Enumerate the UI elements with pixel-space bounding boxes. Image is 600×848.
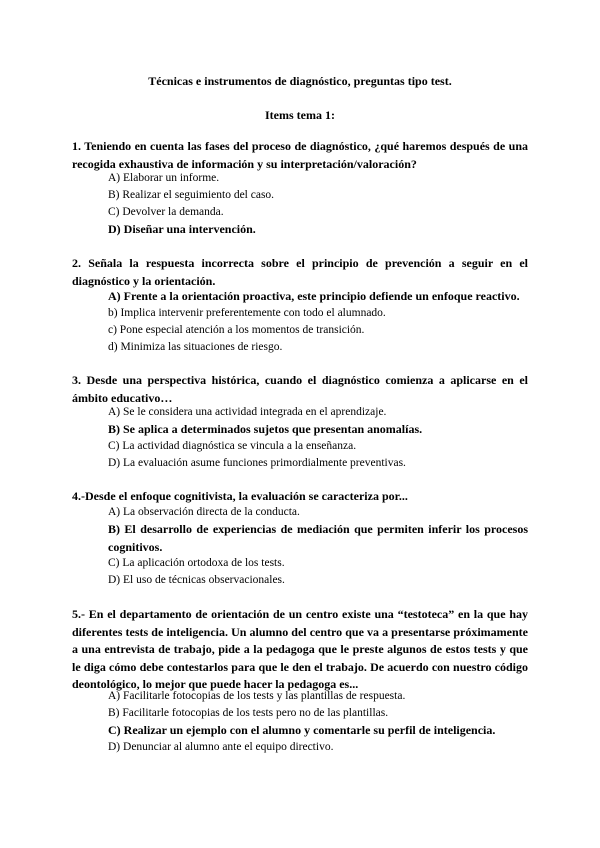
question-2-option-a-correct: A) Frente a la orientación proactiva, este principio defiende un enfoque reactivo. xyxy=(108,289,520,303)
question-5-option-b: B) Facilitarle fotocopias de los tests pero no de las plantillas. xyxy=(108,707,389,719)
question-1: 1. Teniendo en cuenta las fases del proceso de diagnóstico, ¿qué haremos después de una recogida exhaustiva de información y su interpretación/valoración? xyxy=(72,139,528,171)
question-4: 4.-Desde el enfoque cognitivista, la evaluación se caracteriza por... xyxy=(72,489,408,503)
question-3: 3. Desde una perspectiva histórica, cuando el diagnóstico comienza a aplicarse en el ámbito educativo… xyxy=(72,373,528,405)
question-4-option-a: A) La observación directa de la conducta. xyxy=(108,506,300,518)
question-5-option-a: A) Facilitarle fotocopias de los tests y las plantillas de respuesta. xyxy=(108,690,406,702)
question-5: 5.- En el departamento de orientación de un centro existe una “testoteca” en la que hay diferentes tests de inteligencia. Un alumno del centro que va a presentarse próximamente a una entrevista de trabajo, pide a la pedagoga que le preste algunos de estos tests y que le diga cómo debe contestarlos para que le den el trabajo. De acuerdo con nuestro código deontológico, lo mejor que puede hacer la pedagoga es... xyxy=(72,607,528,691)
question-5-option-d: D) Denunciar al alumno ante el equipo directivo. xyxy=(108,741,334,753)
question-3-option-a: A) Se le considera una actividad integrada en el aprendizaje. xyxy=(108,406,387,418)
document-subtitle: Items tema 1: xyxy=(265,108,335,122)
question-1-option-b: B) Realizar el seguimiento del caso. xyxy=(108,189,275,201)
question-2-option-c: c) Pone especial atención a los momentos de transición. xyxy=(108,324,365,336)
question-3-option-d: D) La evaluación asume funciones primordialmente preventivas. xyxy=(108,457,406,469)
question-4-option-d: D) El uso de técnicas observacionales. xyxy=(108,574,285,586)
question-3-option-b-correct: B) Se aplica a determinados sujetos que presentan anomalías. xyxy=(108,422,423,436)
question-5-option-c-correct: C) Realizar un ejemplo con el alumno y comentarle su perfil de inteligencia. xyxy=(108,723,496,737)
question-3-option-c: C) La actividad diagnóstica se vincula a la enseñanza. xyxy=(108,440,357,452)
question-1-option-d-correct: D) Diseñar una intervención. xyxy=(108,222,256,236)
question-1-option-c: C) Devolver la demanda. xyxy=(108,206,224,218)
question-4-option-c: C) La aplicación ortodoxa de los tests. xyxy=(108,557,285,569)
question-2: 2. Señala la respuesta incorrecta sobre el principio de prevención a seguir en el diagnóstico y la orientación. xyxy=(72,256,528,288)
question-2-option-b: b) Implica intervenir preferentemente con todo el alumnado. xyxy=(108,307,386,319)
question-2-option-d: d) Minimiza las situaciones de riesgo. xyxy=(108,341,283,353)
question-1-option-a: A) Elaborar un informe. xyxy=(108,172,220,184)
question-4-option-b-correct: B) El desarrollo de experiencias de mediación que permiten inferir los procesos cognitivos. xyxy=(108,522,528,554)
document-title: Técnicas e instrumentos de diagnóstico, preguntas tipo test. xyxy=(148,74,452,88)
